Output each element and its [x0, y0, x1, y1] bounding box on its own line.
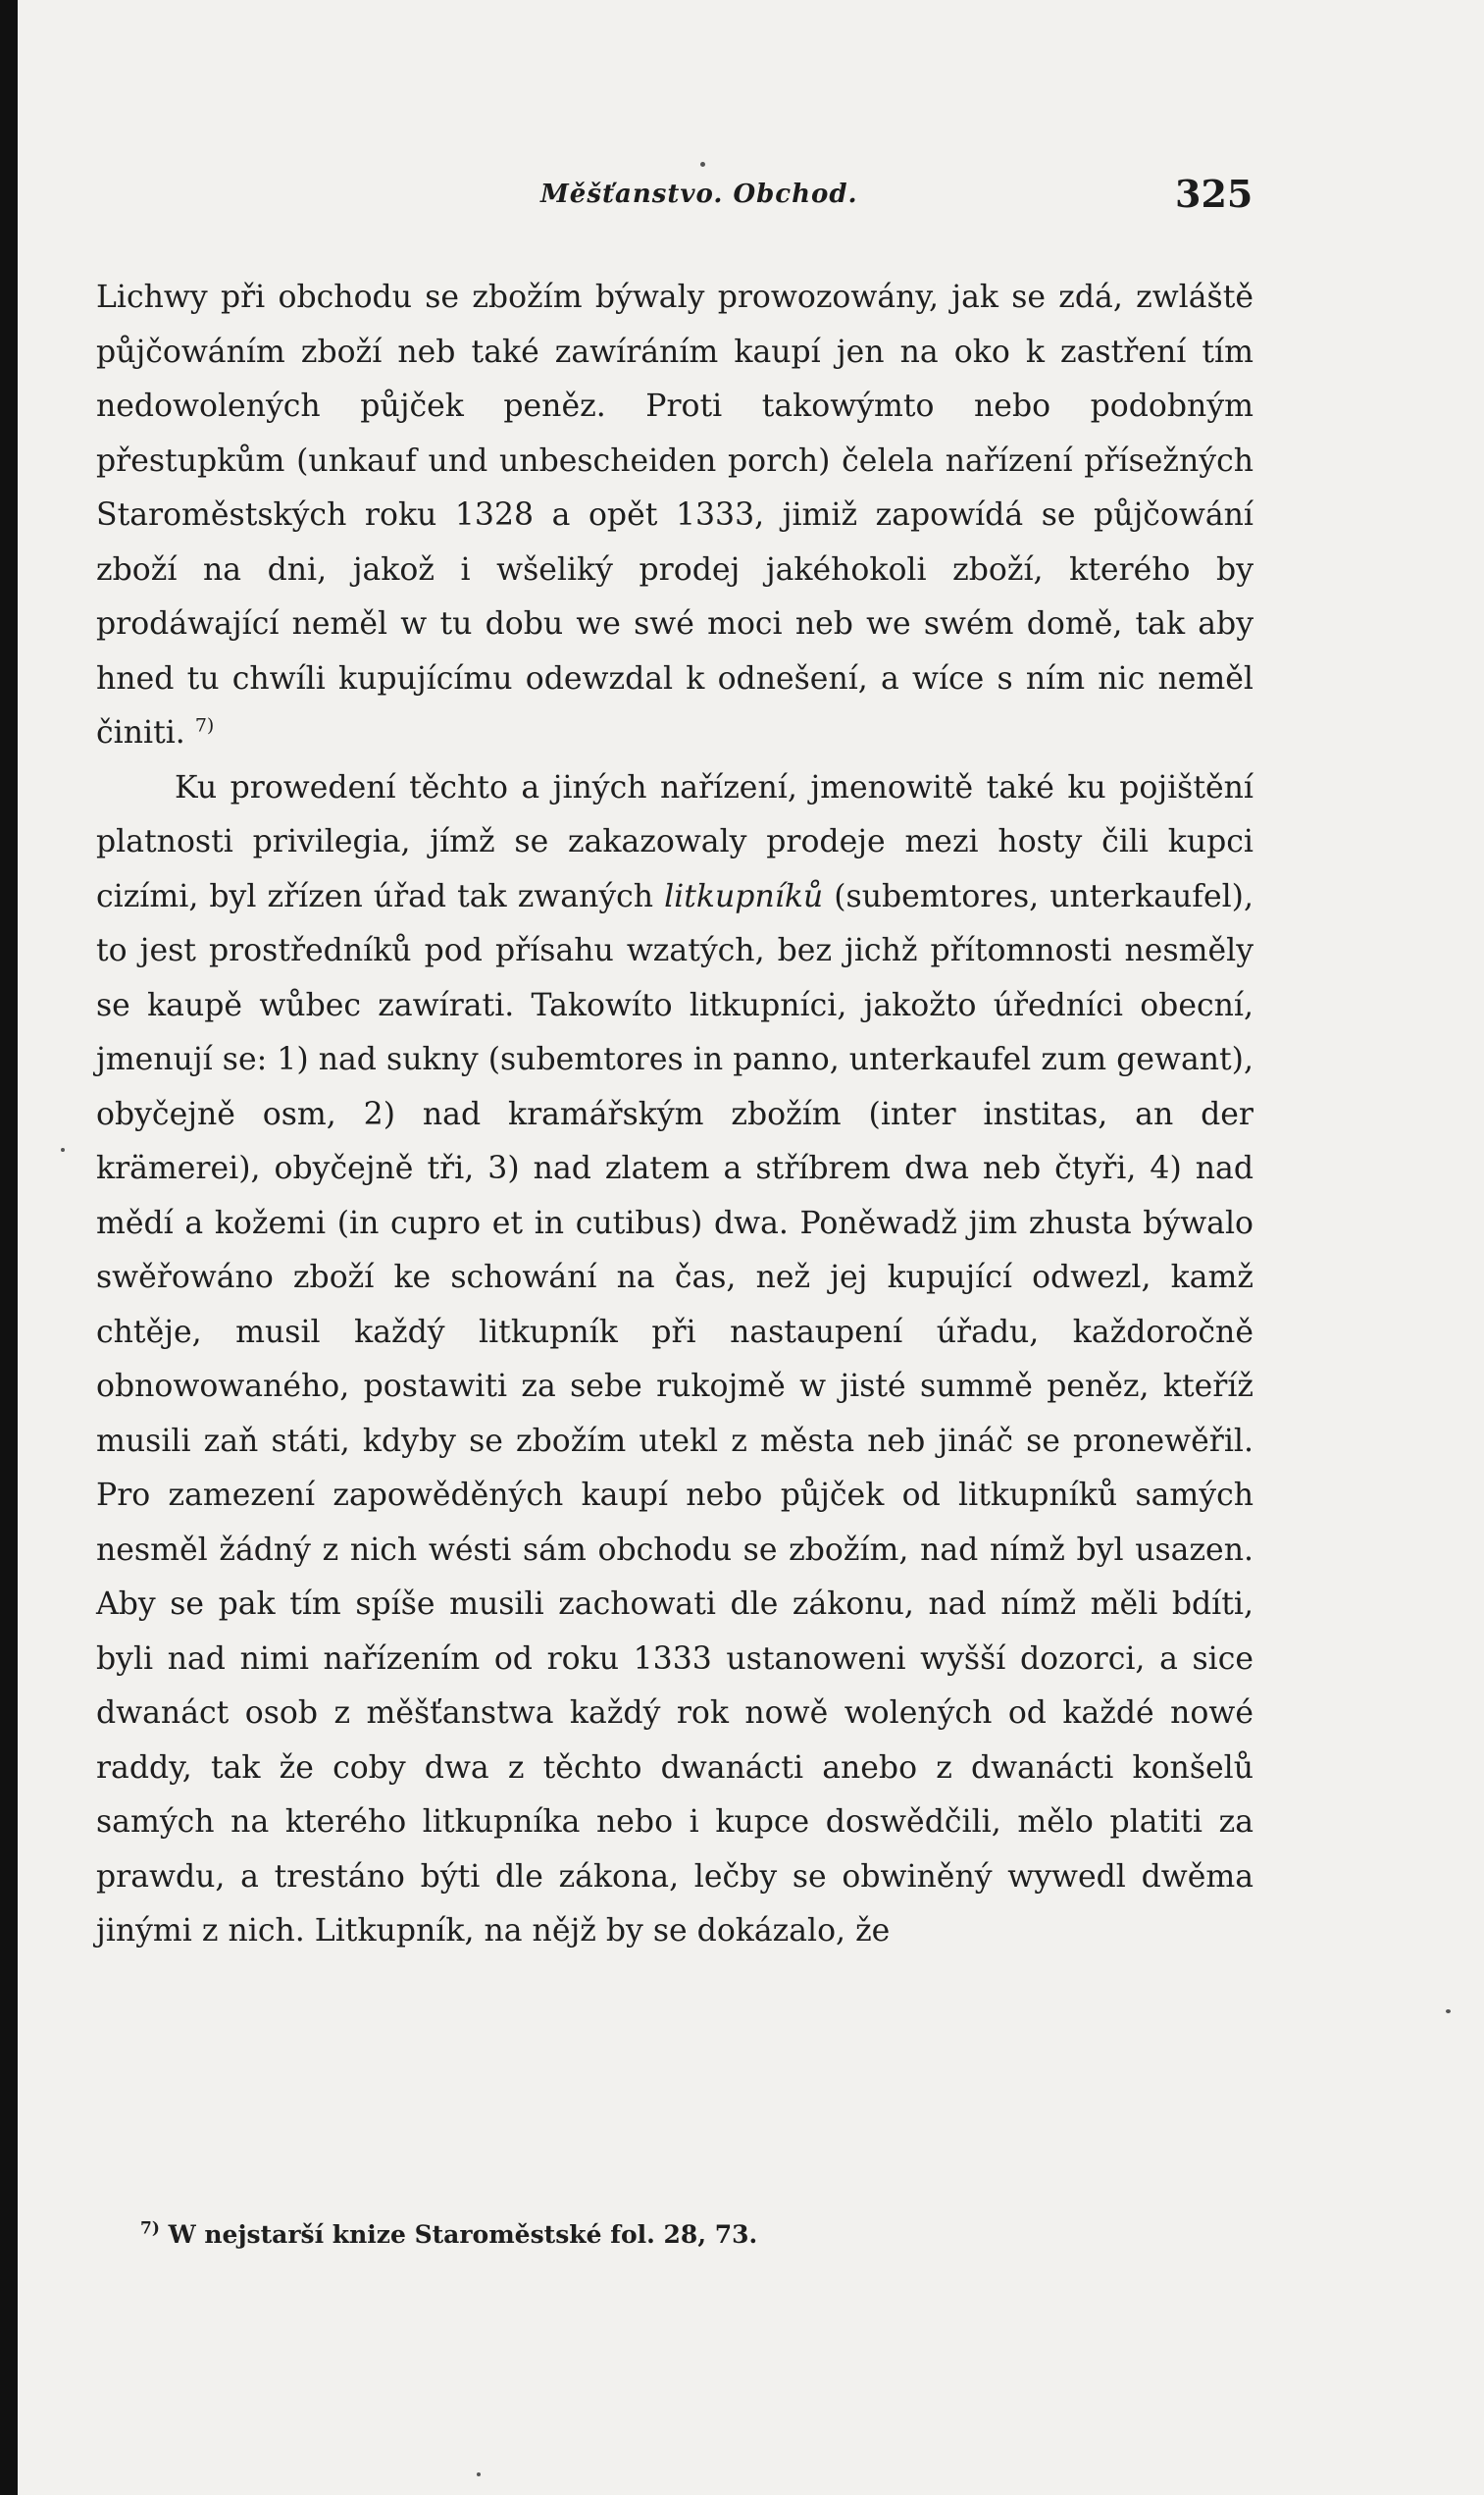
body-text [96, 271, 1254, 1959]
paragraph-2 [96, 761, 1254, 1959]
paragraph-2-text-rest: (subemtores, unterkaufel), to jest prostředníků pod přísahu wzatých, bez jichž přítomnosti nesměly se kaupě wůbec zawírati. Takowíto litkupníci, jakožto úředníci obecní, jmenují se: 1) nad sukny (subemtores in panno, unterkaufel zum gewant), obyčejně osm, 2) nad kramářským zbožím (inter institas, an der krämerei), obyčejně tři, 3) nad zlatem a stříbrem dwa neb čtyři, 4) nad mědí a kožemi (in cupro et in cutibus) dwa. Poněwadž jim zhusta býwalo swěřowáno zboží ke schowání na čas, než jej kupující odwezl, kamž chtěje, musil každý litkupník při nastaupení úřadu, každoročně obnowowaného, postawiti za sebe rukojmě w jisté summě peněz, kteříž musili zaň státi, kdyby se zbožím utekl z města neb jináč se pronewěřil. Pro zamezení zapowěděných kaupí nebo půjček od litkupníků samých nesměl žádný z nich wésti sám obchodu se zbožím, nad nímž byl usazen. Aby se pak tím spíše musili zachowati dle zákonu, nad nímž měli bdíti, byli nad nimi nařízením od roku 1333 ustanoweni wyšší dozorci, a sice dwanáct osob z měšťanstwa každý rok nowě wolených od každé nowé raddy, tak že coby dwa z těchto dwanácti anebo z dwanácti konšelů samých na kterého litkupníka nebo i kupce doswědčili, mělo platiti za prawdu, a trestáno býti dle zákona, lečby se obwiněný wywedl dwěma jinými z nich. Litkupník, na nějž by se dokázalo, že [96, 878, 1254, 1949]
running-head [18, 172, 1484, 229]
scan-speck [700, 162, 705, 167]
scan-speck [1446, 2009, 1451, 2013]
scan-border [0, 0, 18, 2495]
emphasized-term: litkupníků [664, 878, 824, 914]
running-title: Měšťanstvo. Obchod. [540, 180, 858, 209]
footnote [140, 2220, 1239, 2249]
footnote-reference: 7) [194, 714, 215, 737]
scan-speck [61, 1148, 65, 1152]
page-number: 325 [1175, 172, 1254, 216]
paragraph-1-text: Lichwy při obchodu se zbožím býwaly prowozowány, jak se zdá, zwláště půjčowáním zboží neb také zawíráním kaupí jen na oko k zastření tím nedowolených půjček peněz. Proti takowýmto nebo podobným přestupkům (unkauf und unbescheiden porch) čelela nařízení přísežných Staroměstských roku 1328 a opět 1333, jimiž zapowídá se půjčowání zboží na dni, jakož i wšeliký prodej jakéhokoli zboží, kterého by prodáwající neměl w tu dobu we swé moci neb we swém domě, tak aby hned tu chwíli kupujícímu odewzdal k odnešení, a wíce s ním nic neměl činiti. [96, 280, 1254, 751]
footnote-marker: 7) [140, 2218, 160, 2239]
scan-speck [477, 2472, 481, 2476]
book-page [18, 0, 1484, 2495]
paragraph-2-text-start: Ku prowedení těchto a jiných nařízení, jmenowitě také ku pojištění platnosti privilegia, jímž se zakazowaly prodeje mezi hosty čili kupci cizími, byl zřízen úřad tak zwaných [96, 769, 1254, 914]
paragraph-1 [96, 271, 1254, 761]
footnote-text: W nejstarší knize Staroměstské fol. 28, 73. [168, 2220, 758, 2249]
